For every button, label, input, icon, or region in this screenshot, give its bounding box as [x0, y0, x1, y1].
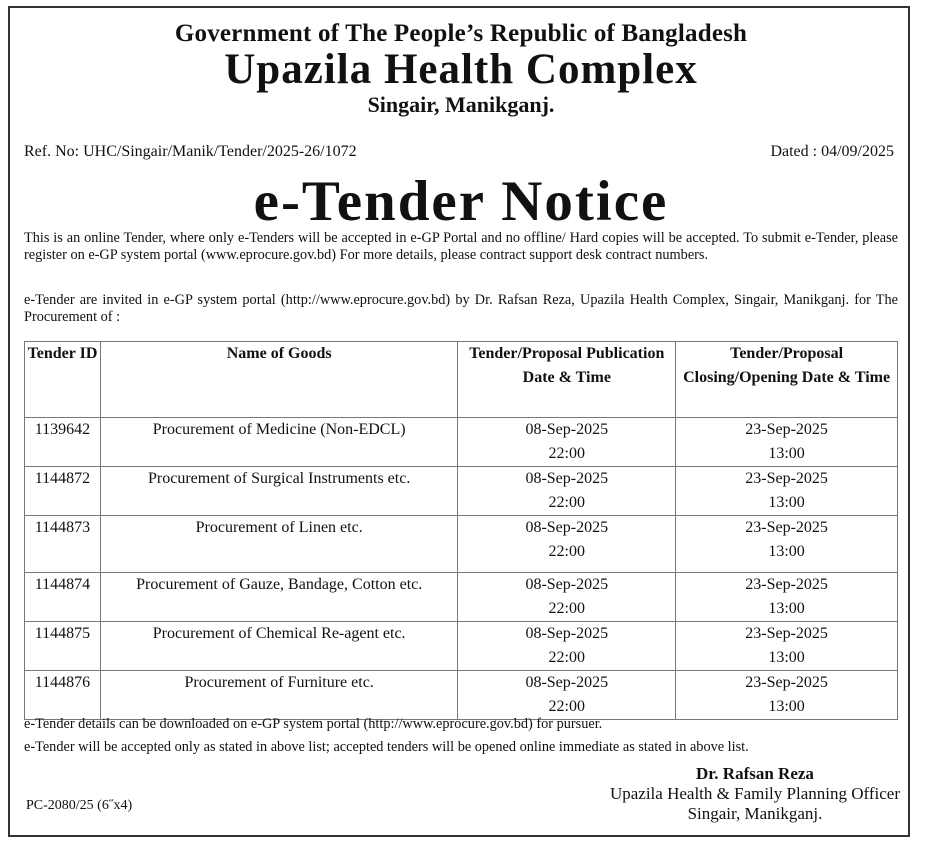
download-note: e-Tender details can be downloaded on e-GP system portal (http://www.eprocure.gov.bd) for pursuer. [24, 716, 603, 732]
tender-table [24, 341, 898, 720]
closing-datetime: 23-Sep-2025 13:00 [676, 622, 898, 671]
goods-name: Procurement of Furniture etc. [100, 671, 457, 720]
table-row [25, 573, 898, 622]
publication-datetime: 08-Sep-2025 22:00 [458, 573, 676, 622]
goods-name: Procurement of Medicine (Non-EDCL) [100, 418, 457, 467]
closing-datetime: 23-Sep-2025 13:00 [676, 467, 898, 516]
table-row [25, 418, 898, 467]
table-row [25, 671, 898, 720]
goods-name: Procurement of Chemical Re-agent etc. [100, 622, 457, 671]
header-tender-id: Tender ID [25, 342, 101, 418]
signatory-name: Dr. Rafsan Reza [696, 764, 814, 783]
goods-name: Procurement of Surgical Instruments etc. [100, 467, 457, 516]
table-row [25, 622, 898, 671]
acceptance-note: e-Tender will be accepted only as stated in above list; accepted tenders will be opened online immediate as stated in above list. [24, 739, 749, 755]
closing-datetime: 23-Sep-2025 13:00 [676, 516, 898, 573]
invitation-paragraph: e-Tender are invited in e-GP system portal (http://www.eprocure.gov.bd) by Dr. Rafsan Reza, Upazila Health Complex, Singair, Manikganj. for The Procurement of : [24, 292, 898, 325]
location-heading: Singair, Manikganj. [367, 92, 555, 117]
tender-id: 1144874 [25, 573, 101, 622]
goods-name: Procurement of Gauze, Bandage, Cotton etc. [100, 573, 457, 622]
tender-id: 1144875 [25, 622, 101, 671]
goods-name: Procurement of Linen etc. [100, 516, 457, 573]
table-row [25, 516, 898, 573]
tender-id: 1139642 [25, 418, 101, 467]
tender-id: 1144873 [25, 516, 101, 573]
notice-frame [8, 6, 910, 837]
notice-title: e-Tender Notice [253, 170, 669, 233]
notice-date: Dated : 04/09/2025 [770, 143, 894, 160]
pc-code: PC-2080/25 (6˝x4) [26, 798, 133, 813]
office-heading: Upazila Health Complex [224, 46, 698, 93]
publication-datetime: 08-Sep-2025 22:00 [458, 622, 676, 671]
publication-datetime: 08-Sep-2025 22:00 [458, 671, 676, 720]
closing-datetime: 23-Sep-2025 13:00 [676, 418, 898, 467]
government-heading: Government of The People’s Republic of Bangladesh [174, 20, 748, 47]
tender-id: 1144872 [25, 467, 101, 516]
header-publication: Tender/Proposal Publication Date & Time [458, 342, 676, 418]
signature-block [610, 764, 900, 824]
signatory-designation: Upazila Health & Family Planning Officer [609, 784, 900, 803]
publication-datetime: 08-Sep-2025 22:00 [458, 467, 676, 516]
signatory-place: Singair, Manikganj. [687, 804, 823, 823]
intro-paragraph: This is an online Tender, where only e-Tenders will be accepted in e-GP Portal and no offline/ Hard copies will be accepted. To submit e-Tender, please register on e-GP system portal (www.eprocure.gov.bd) For more details, please contract support desk contract numbers. [24, 230, 898, 263]
header-closing: Tender/Proposal Closing/Opening Date & Time [676, 342, 898, 418]
reference-number: Ref. No: UHC/Singair/Manik/Tender/2025-26/1072 [24, 143, 357, 160]
closing-datetime: 23-Sep-2025 13:00 [676, 671, 898, 720]
publication-datetime: 08-Sep-2025 22:00 [458, 516, 676, 573]
table-row [25, 467, 898, 516]
header-name-of-goods: Name of Goods [100, 342, 457, 418]
publication-datetime: 08-Sep-2025 22:00 [458, 418, 676, 467]
closing-datetime: 23-Sep-2025 13:00 [676, 573, 898, 622]
tender-id: 1144876 [25, 671, 101, 720]
table-header-row [25, 342, 898, 418]
